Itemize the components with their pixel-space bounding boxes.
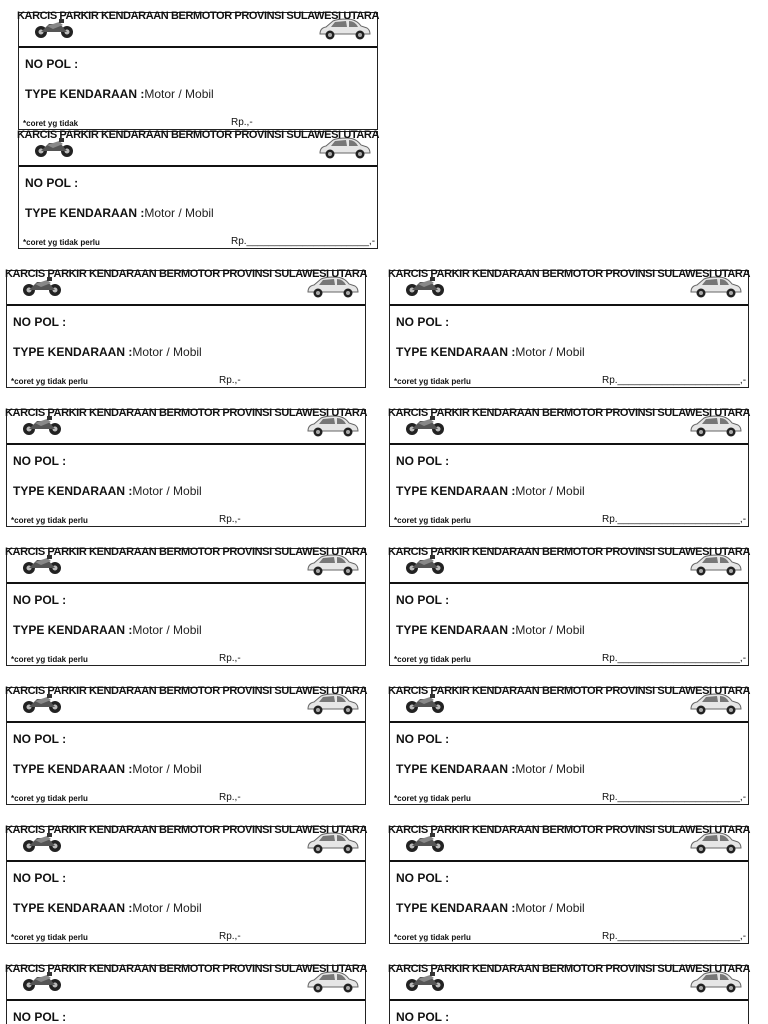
vehicle-type-options: Motor / Mobil — [132, 901, 202, 915]
nopol-label: NO POL : — [396, 871, 450, 885]
vehicle-type-options: Motor / Mobil — [132, 345, 202, 359]
vehicle-type-row — [13, 484, 202, 498]
vehicle-type-label: TYPE KENDARAAN : — [396, 484, 516, 498]
header-divider — [7, 304, 365, 306]
ticket-title: KARCIS PARKIR KENDARAAN BERMOTOR PROVINSI SULAWESI UTARA — [5, 407, 368, 419]
strike-note: *coret yg tidak perlu — [394, 933, 471, 942]
strike-note: *coret yg tidak perlu — [11, 933, 88, 942]
vehicle-type-options: Motor / Mobil — [144, 206, 214, 220]
vehicle-type-options: Motor / Mobil — [515, 901, 585, 915]
ticket-title: KARCIS PARKIR KENDARAAN BERMOTOR PROVINSI SULAWESI UTARA — [5, 824, 368, 836]
ticket-title: KARCIS PARKIR KENDARAAN BERMOTOR PROVINSI SULAWESI UTARA — [5, 546, 368, 558]
ticket-title: KARCIS PARKIR KENDARAAN BERMOTOR PROVINSI SULAWESI UTARA — [388, 546, 751, 558]
vehicle-type-label: TYPE KENDARAAN : — [13, 345, 133, 359]
header-divider — [7, 443, 365, 445]
header-divider — [7, 999, 365, 1001]
strike-note: *coret yg tidak perlu — [11, 794, 88, 803]
price-field: Rp.,- — [219, 514, 241, 525]
nopol-label: NO POL : — [396, 315, 450, 329]
price-field: Rp.______________________,- — [602, 931, 747, 942]
strike-note: *coret yg tidak perlu — [394, 655, 471, 664]
vehicle-type-options: Motor / Mobil — [144, 87, 214, 101]
header-divider — [7, 721, 365, 723]
parking-ticket — [389, 270, 749, 388]
price-field: Rp.,- — [219, 792, 241, 803]
vehicle-type-label: TYPE KENDARAAN : — [13, 623, 133, 637]
vehicle-type-row — [396, 345, 585, 359]
parking-ticket — [389, 965, 749, 1024]
header-divider — [390, 304, 748, 306]
header-divider — [7, 860, 365, 862]
parking-ticket — [6, 826, 366, 944]
nopol-label: NO POL : — [13, 1010, 67, 1024]
parking-ticket — [18, 131, 378, 249]
price-field: Rp.______________________,- — [602, 514, 747, 525]
nopol-label: NO POL : — [396, 1010, 450, 1024]
ticket-title: KARCIS PARKIR KENDARAAN BERMOTOR PROVINSI SULAWESI UTARA — [388, 407, 751, 419]
vehicle-type-options: Motor / Mobil — [515, 345, 585, 359]
vehicle-type-options: Motor / Mobil — [132, 484, 202, 498]
parking-ticket — [389, 687, 749, 805]
vehicle-type-row — [13, 623, 202, 637]
header-divider — [7, 582, 365, 584]
strike-note: *coret yg tidak perlu — [11, 516, 88, 525]
strike-note: *coret yg tidak — [23, 119, 79, 128]
price-field: Rp.,- — [219, 375, 241, 386]
nopol-label: NO POL : — [13, 732, 67, 746]
vehicle-type-options: Motor / Mobil — [132, 762, 202, 776]
vehicle-type-label: TYPE KENDARAAN : — [25, 87, 145, 101]
header-divider — [390, 721, 748, 723]
parking-ticket — [6, 687, 366, 805]
vehicle-type-row — [25, 206, 214, 220]
nopol-label: NO POL : — [25, 176, 79, 190]
parking-ticket — [389, 409, 749, 527]
nopol-label: NO POL : — [396, 593, 450, 607]
vehicle-type-options: Motor / Mobil — [132, 623, 202, 637]
nopol-label: NO POL : — [396, 454, 450, 468]
nopol-label: NO POL : — [13, 315, 67, 329]
vehicle-type-label: TYPE KENDARAAN : — [396, 345, 516, 359]
vehicle-type-options: Motor / Mobil — [515, 623, 585, 637]
vehicle-type-row — [13, 762, 202, 776]
header-divider — [19, 46, 377, 48]
nopol-label: NO POL : — [396, 732, 450, 746]
strike-note: *coret yg tidak perlu — [23, 238, 100, 247]
vehicle-type-row — [396, 484, 585, 498]
header-divider — [390, 860, 748, 862]
nopol-label: NO POL : — [13, 454, 67, 468]
parking-ticket — [6, 548, 366, 666]
ticket-title: KARCIS PARKIR KENDARAAN BERMOTOR PROVINSI SULAWESI UTARA — [388, 268, 751, 280]
parking-ticket — [389, 826, 749, 944]
vehicle-type-label: TYPE KENDARAAN : — [25, 206, 145, 220]
strike-note: *coret yg tidak perlu — [394, 516, 471, 525]
ticket-title: KARCIS PARKIR KENDARAAN BERMOTOR PROVINSI SULAWESI UTARA — [388, 685, 751, 697]
price-field: Rp.______________________,- — [602, 792, 747, 803]
ticket-title: KARCIS PARKIR KENDARAAN BERMOTOR PROVINSI SULAWESI UTARA — [17, 129, 380, 141]
price-field: Rp.,- — [219, 931, 241, 942]
strike-note: *coret yg tidak perlu — [394, 794, 471, 803]
vehicle-type-row — [396, 901, 585, 915]
strike-note: *coret yg tidak perlu — [11, 377, 88, 386]
price-field: Rp.,- — [231, 117, 253, 128]
ticket-title: KARCIS PARKIR KENDARAAN BERMOTOR PROVINSI SULAWESI UTARA — [5, 685, 368, 697]
ticket-title: KARCIS PARKIR KENDARAAN BERMOTOR PROVINSI SULAWESI UTARA — [388, 963, 751, 975]
vehicle-type-row — [25, 87, 214, 101]
vehicle-type-label: TYPE KENDARAAN : — [396, 623, 516, 637]
header-divider — [390, 582, 748, 584]
vehicle-type-label: TYPE KENDARAAN : — [13, 762, 133, 776]
nopol-label: NO POL : — [13, 593, 67, 607]
price-field: Rp.______________________,- — [231, 236, 376, 247]
vehicle-type-options: Motor / Mobil — [515, 484, 585, 498]
vehicle-type-row — [396, 623, 585, 637]
vehicle-type-options: Motor / Mobil — [515, 762, 585, 776]
parking-ticket — [6, 965, 366, 1024]
price-field: Rp.,- — [219, 653, 241, 664]
ticket-title: KARCIS PARKIR KENDARAAN BERMOTOR PROVINSI SULAWESI UTARA — [388, 824, 751, 836]
parking-ticket — [6, 270, 366, 388]
header-divider — [390, 443, 748, 445]
vehicle-type-row — [13, 345, 202, 359]
nopol-label: NO POL : — [25, 57, 79, 71]
vehicle-type-label: TYPE KENDARAAN : — [396, 762, 516, 776]
strike-note: *coret yg tidak perlu — [394, 377, 471, 386]
vehicle-type-row — [396, 762, 585, 776]
vehicle-type-row — [13, 901, 202, 915]
vehicle-type-label: TYPE KENDARAAN : — [13, 484, 133, 498]
price-field: Rp.______________________,- — [602, 375, 747, 386]
vehicle-type-label: TYPE KENDARAAN : — [13, 901, 133, 915]
ticket-title: KARCIS PARKIR KENDARAAN BERMOTOR PROVINSI SULAWESI UTARA — [5, 268, 368, 280]
ticket-title: KARCIS PARKIR KENDARAAN BERMOTOR PROVINSI SULAWESI UTARA — [17, 10, 380, 22]
header-divider — [390, 999, 748, 1001]
nopol-label: NO POL : — [13, 871, 67, 885]
vehicle-type-label: TYPE KENDARAAN : — [396, 901, 516, 915]
parking-ticket — [18, 12, 378, 130]
header-divider — [19, 165, 377, 167]
parking-ticket — [389, 548, 749, 666]
parking-ticket — [6, 409, 366, 527]
price-field: Rp.______________________,- — [602, 653, 747, 664]
ticket-title: KARCIS PARKIR KENDARAAN BERMOTOR PROVINSI SULAWESI UTARA — [5, 963, 368, 975]
strike-note: *coret yg tidak perlu — [11, 655, 88, 664]
